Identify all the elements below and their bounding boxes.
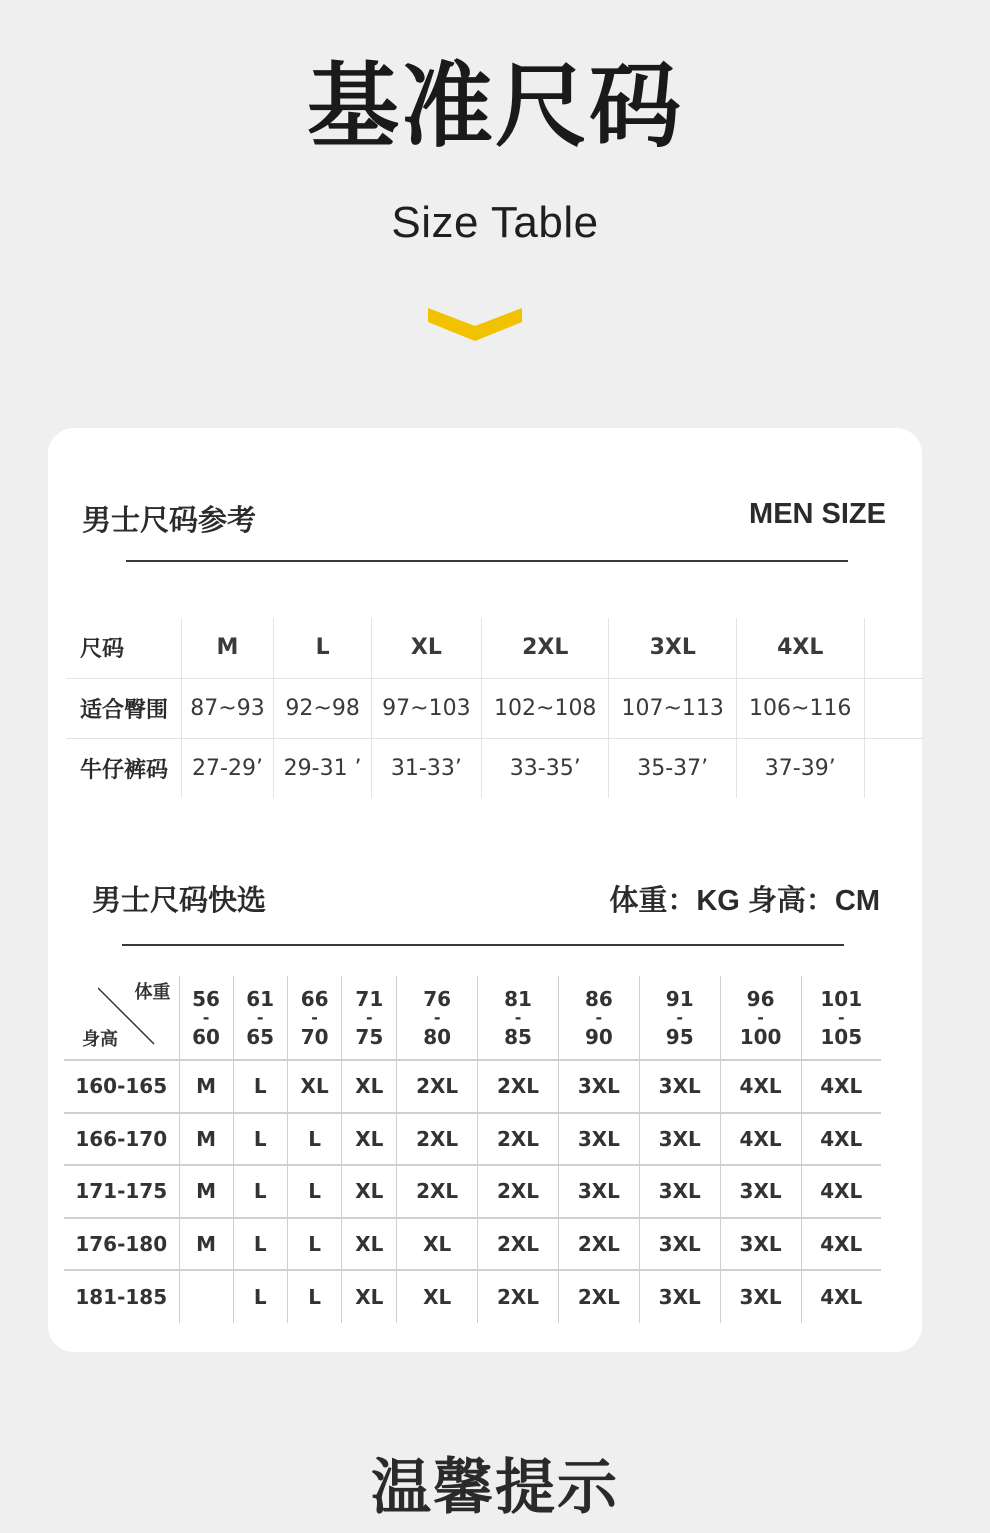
size-cell: XL [342,1060,397,1113]
page-subtitle: Size Table [391,198,599,247]
size-cell: 4XL [720,1060,801,1113]
weight-max: 60 [192,1024,220,1049]
size-cell: 2XL [558,1218,639,1271]
divider [126,560,848,562]
table-cell: 2XL [481,618,608,678]
reference-title-en: MEN SIZE [749,498,886,530]
weight-min: 81 [504,986,532,1011]
row-label: 尺码 [66,618,181,678]
table-cell: 29-31 ’ [274,738,371,798]
size-cell: L [287,1270,342,1323]
size-cell: M [179,1165,233,1218]
size-cell: 4XL [720,1113,801,1166]
table-cell: 102~108 [481,678,608,738]
table-cell: 33-35’ [481,738,608,798]
height-label: 166-170 [64,1113,179,1166]
size-cell: 2XL [478,1113,559,1166]
size-cell: L [287,1165,342,1218]
size-cell: M [179,1060,233,1113]
range-dash: - [433,1007,441,1027]
weight-max: 65 [246,1024,275,1049]
size-cell: L [233,1113,287,1166]
weight-max: 105 [820,1024,863,1049]
size-cell: XL [287,1060,342,1113]
height-label: 160-165 [64,1060,179,1113]
range-dash: - [311,1007,318,1027]
table-cell: 92~98 [274,678,371,738]
size-cell: 3XL [720,1218,801,1271]
size-cell: 3XL [558,1165,639,1218]
size-cell: 3XL [639,1218,720,1271]
size-cell: M [179,1113,233,1166]
weight-min: 101 [820,986,863,1011]
size-cell: 2XL [478,1270,559,1323]
height-label: 176-180 [64,1218,179,1271]
table-row [66,618,924,678]
weight-min: 66 [300,986,329,1011]
range-dash: - [837,1007,845,1027]
range-dash: - [595,1007,603,1027]
table-cell: 3XL [609,618,736,678]
table-cell: XL [371,618,481,678]
size-card [48,428,922,1352]
table-cell: 35-37’ [609,738,736,798]
size-cell: XL [342,1113,397,1166]
table-cell-empty [864,738,924,798]
size-cell: L [233,1060,287,1113]
size-cell: L [233,1218,287,1271]
chevron-down-icon [426,304,524,342]
table-cell: 31-33’ [371,738,481,798]
weight-max: 95 [665,1024,694,1049]
table-row [64,1113,881,1166]
size-cell: 4XL [801,1060,881,1113]
corner-cell [64,976,179,1060]
divider [122,944,844,946]
weight-min: 76 [423,986,452,1011]
size-cell: L [233,1270,287,1323]
table-row [64,1270,881,1323]
weight-header [342,976,397,1060]
weight-header [558,976,639,1060]
size-cell: 4XL [801,1113,881,1166]
weight-header [801,976,881,1060]
height-label: 171-175 [64,1165,179,1218]
units-label: 体重：KG 身高：CM [609,885,880,917]
size-cell: 2XL [558,1270,639,1323]
size-cell: XL [342,1218,397,1271]
weight-min: 61 [246,986,275,1011]
quick-select-title: 男士尺码快选 [92,883,267,917]
size-cell: 4XL [820,1284,863,1309]
size-cell: L [287,1218,342,1271]
weight-max: 100 [739,1024,782,1049]
size-cell: 2XL [478,1218,559,1271]
table-row [64,1060,881,1113]
table-cell: 97~103 [371,678,481,738]
range-dash: - [366,1007,373,1027]
size-cell [179,1270,233,1323]
table-cell: 27-29’ [181,738,274,798]
table-cell: M [181,618,274,678]
page-title: 基准尺码 [306,53,683,160]
table-cell-empty [864,618,924,678]
weight-max: 75 [355,1024,384,1049]
weight-header [397,976,478,1060]
range-dash: - [757,1007,764,1027]
weight-max: 85 [504,1024,532,1049]
weight-max: 90 [584,1024,613,1049]
reference-table [66,618,924,798]
size-cell: 3XL [720,1165,801,1218]
size-cell: 2XL [397,1060,478,1113]
table-row [64,1218,881,1271]
table-cell: 106~116 [736,678,864,738]
size-cell: XL [342,1270,397,1323]
table-row [66,678,924,738]
weight-header [179,976,233,1060]
quick-select-header [92,878,880,918]
size-cell: L [233,1165,287,1218]
size-cell: 4XL [801,1218,881,1271]
weight-header [639,976,720,1060]
size-cell: XL [342,1165,397,1218]
table-cell: 4XL [736,618,864,678]
table-header-row [64,976,881,1060]
tips-title: 温馨提示 [371,1453,619,1523]
size-cell: 2XL [397,1165,478,1218]
size-cell: 3XL [558,1060,639,1113]
weight-min: 91 [665,986,694,1011]
size-cell: 3XL [639,1165,720,1218]
size-cell: 3XL [639,1270,720,1323]
weight-header [478,976,559,1060]
reference-header [82,498,886,538]
size-cell: XL [397,1270,478,1323]
weight-min: 56 [192,986,220,1011]
size-cell: L [287,1113,342,1166]
size-cell: 2XL [397,1113,478,1166]
quick-select-table [64,976,881,1323]
size-cell: 2XL [478,1060,559,1113]
table-cell-empty [864,678,924,738]
weight-max: 80 [423,1024,452,1049]
size-cell: 2XL [478,1165,559,1218]
row-label: 适合臀围 [66,678,181,738]
size-cell: 4XL [801,1165,881,1218]
weight-header [720,976,801,1060]
weight-min: 96 [746,986,775,1011]
height-label: 181-185 [64,1270,179,1323]
size-cell: XL [397,1218,478,1271]
weight-max: 70 [300,1024,329,1049]
row-label: 牛仔裤码 [66,738,181,798]
weight-header [233,976,287,1060]
table-row [66,738,924,798]
size-cell: M [179,1218,233,1271]
corner-height-label: 身高 [82,1029,118,1050]
weight-header [287,976,342,1060]
table-cell: 87~93 [181,678,274,738]
range-dash: - [514,1007,522,1027]
weight-min: 86 [584,986,613,1011]
size-cell: 3XL [558,1113,639,1166]
table-row [64,1165,881,1218]
range-dash: - [202,1007,210,1027]
reference-title: 男士尺码参考 [82,503,257,537]
size-cell: 3XL [639,1113,720,1166]
corner-weight-label: 体重 [134,982,171,1003]
table-cell: 37-39’ [736,738,864,798]
range-dash: - [256,1007,264,1027]
weight-min: 71 [355,986,384,1011]
range-dash: - [676,1007,684,1027]
size-cell: 3XL [639,1060,720,1113]
table-cell: 107~113 [609,678,736,738]
table-cell: L [274,618,371,678]
size-cell: 3XL [720,1270,801,1323]
